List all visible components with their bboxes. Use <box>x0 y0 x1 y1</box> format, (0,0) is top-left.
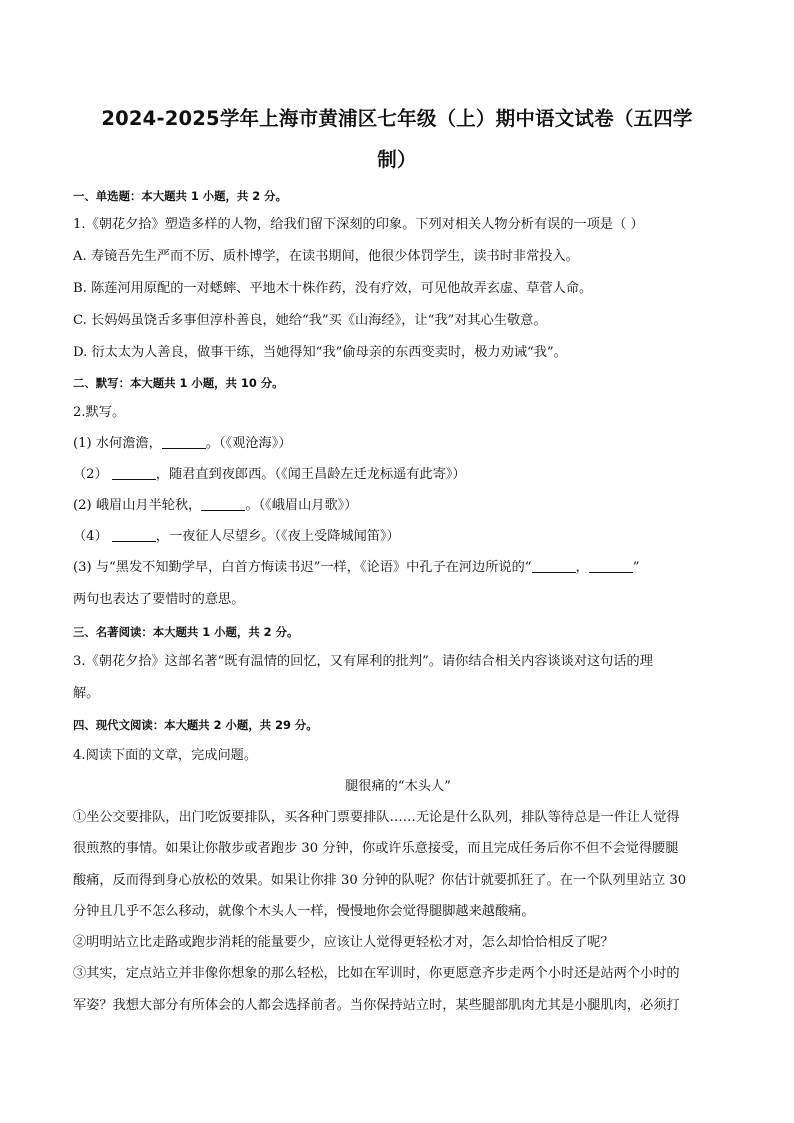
article-paragraph-3-line1: ③其实，定点站立并非像你想象的那么轻松，比如在军训时，你更愿意齐步走两个小时还是站两个小时的 <box>73 966 680 981</box>
exam-title <box>60 98 734 180</box>
question-4-stem: 4.阅读下面的文章，完成问题。 <box>73 748 258 763</box>
dictation-item-2-after: ，随君直到夜郎西。（《闻王昌龄左迁龙标遥有此寄》） <box>155 467 466 482</box>
dictation-item-5-quote: ” <box>632 560 640 575</box>
dictation-item-2-number: （2） <box>73 467 108 482</box>
dictation-item-3 <box>73 496 723 516</box>
question-1-stem: 1.《朝花夕拾》塑造多样的人物，给我们留下深刻的印象。下列对相关人物分析有误的一项是（ ） <box>73 217 644 232</box>
section-heading-dictation: 二、默写：本大题共 1 小题，共 10 分。 <box>73 376 284 390</box>
question-1-option-c: C. 长妈妈虽饶舌多事但淳朴善良，她给“我”买《山海经》，让“我”对其心生敬意。 <box>73 313 547 328</box>
dictation-item-3-after: 。（《峨眉山月歌》） <box>245 498 358 513</box>
answer-blank[interactable] <box>201 496 245 511</box>
dictation-item-5-comma: ， <box>575 560 589 575</box>
dictation-item-4-number: （4） <box>73 529 108 544</box>
dictation-item-5-continued: 两句也表达了要惜时的意思。 <box>73 592 245 607</box>
answer-blank[interactable] <box>112 465 156 480</box>
dictation-item-1 <box>73 434 723 454</box>
article-paragraph-2: ②明明站立比走路或跑步消耗的能量要少，应该让人觉得更轻松才对，怎么却恰恰相反了呢？ <box>73 935 614 950</box>
dictation-item-3-before: (2) 峨眉山月半轮秋， <box>73 498 202 513</box>
dictation-item-5 <box>73 558 723 578</box>
question-1-option-d: D. 衍太太为人善良，做事干练，当她得知“我”偷母亲的东西变卖时，极力劝诫“我”。 <box>73 345 567 360</box>
article-paragraph-1-line2: 很煎熬的事情。如果让你散步或者跑步 30 分钟，你或许乐意接受，而且完成任务后你不但不会觉得腰腿 <box>73 841 679 856</box>
exam-title-line1: 2024-2025学年上海市黄浦区七年级（上）期中语文试卷（五四学 <box>101 107 693 130</box>
question-2-stem: 2.默写。 <box>73 405 126 420</box>
section-heading-classic-reading: 三、名著阅读：本大题共 1 小题，共 2 分。 <box>73 625 299 639</box>
section-heading-single-choice: 一、单选题：本大题共 1 小题，共 2 分。 <box>73 189 287 203</box>
question-1-option-a: A. 寿镜吾先生严而不厉、质朴博学，在读书期间，他很少体罚学生，读书时非常投入。 <box>73 249 579 264</box>
question-3-line1: 3.《朝花夕拾》这部名著“既有温情的回忆，又有犀利的批判”。请你结合相关内容谈谈对这句话的理 <box>73 654 653 669</box>
article-paragraph-1-line1: ①坐公交要排队，出门吃饭要排队，买各种门票要排队……无论是什么队列，排队等待总是一件让人觉得 <box>73 810 680 825</box>
dictation-item-2 <box>73 465 723 485</box>
article-paragraph-3-line2: 军姿？我想大部分有所体会的人都会选择前者。当你保持站立时，某些腿部肌肉尤其是小腿肌肉，必须打 <box>73 998 680 1013</box>
answer-blank[interactable] <box>162 434 206 449</box>
dictation-item-1-after: 。（《观沧海》） <box>205 436 292 451</box>
section-heading-modern-reading: 四、现代文阅读：本大题共 2 小题，共 29 分。 <box>73 718 318 732</box>
answer-blank[interactable] <box>112 527 156 542</box>
exam-title-line2: 制） <box>377 148 417 171</box>
dictation-item-4 <box>73 527 723 547</box>
answer-blank[interactable] <box>532 558 576 573</box>
article-paragraph-1-line4: 分钟且几乎不怎么移动，就像个木头人一样，慢慢地你会觉得腿脚越来越酸痛。 <box>73 904 535 919</box>
article-paragraph-1-line3: 酸痛，反而得到身心放松的效果。如果让你排 30 分钟的队呢？你估计就要抓狂了。在一个队列里站立 30 <box>73 873 687 888</box>
question-1-option-b: B. 陈莲河用原配的一对蟋蟀、平地木十株作药，没有疗效，可见他故弄玄虚、草菅人命。 <box>73 281 593 296</box>
dictation-item-1-before: (1) 水何澹澹， <box>73 436 162 451</box>
answer-blank[interactable] <box>589 558 633 573</box>
article-title: 腿很痛的“木头人” <box>345 779 451 794</box>
question-3-line2: 解。 <box>73 686 100 701</box>
dictation-item-5-before: (3) 与“黑发不知勤学早，白首方悔读书迟”一样，《论语》中孔子在河边所说的“ <box>73 560 532 575</box>
dictation-item-4-after: ，一夜征人尽望乡。（《夜上受降城闻笛》） <box>155 529 400 544</box>
